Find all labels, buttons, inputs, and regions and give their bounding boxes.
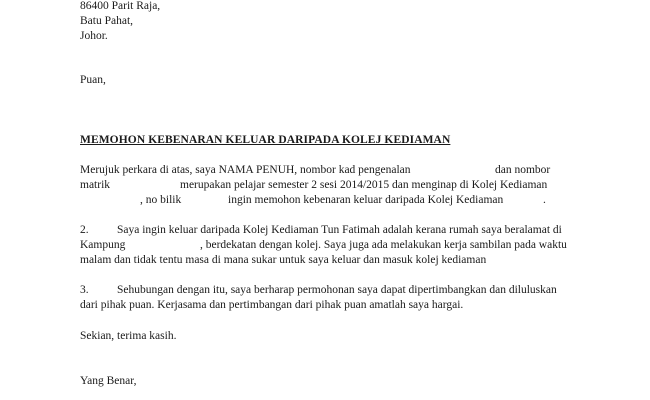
para1-line2-start: matrik <box>80 179 111 191</box>
signoff: Yang Benar, <box>80 375 137 387</box>
para1-line2-end: merupakan pelajar semester 2 sesi 2014/2015 dan menginap di Kolej Kediaman <box>180 179 548 191</box>
para1-line3-start: , no bilik <box>140 194 182 206</box>
letter-subject: MEMOHON KEBENARAN KELUAR DARIPADA KOLEJ KEDIAMAN <box>80 134 451 146</box>
address-line-1: 86400 Parit Raja, <box>80 0 161 12</box>
closing: Sekian, terima kasih. <box>80 330 177 342</box>
para2-number: 2. <box>80 224 89 236</box>
para1-line3-end: . <box>543 194 546 206</box>
para3-number: 3. <box>80 284 89 296</box>
para1-line1 <box>80 163 411 178</box>
para3-line2: dari pihak puan. Kerjasama dan pertimbangan dari pihak puan amatlah saya hargai. <box>80 299 464 311</box>
para1-line3-mid: ingin memohon kebenaran keluar daripada Kolej Kediaman <box>228 194 504 206</box>
para2-line3: malam dan tidak tentu masa di mana sukar untuk saya keluar dan masuk kolej kediaman <box>80 254 487 266</box>
para2-line1: Saya ingin keluar daripada Kolej Kediaman Tun Fatimah adalah kerana rumah saya beralamat di <box>117 224 562 236</box>
salutation: Puan, <box>80 74 106 86</box>
para2-line2-start: Kampung <box>80 239 126 251</box>
para1-line1-end: dan nombor <box>495 164 551 176</box>
address-line-3: Johor. <box>80 30 108 42</box>
para2-line2-end: , berdekatan dengan kolej. Saya juga ada melakukan kerja sambilan pada waktu <box>200 239 567 251</box>
para3-line1: Sehubungan dengan itu, saya berharap permohonan saya dapat dipertimbangkan dan diluluskan <box>117 284 557 296</box>
para1-text-a: Merujuk perkara di atas, saya NAMA PENUH, nombor kad pengenalan <box>80 164 411 176</box>
address-line-2: Batu Pahat, <box>80 15 134 27</box>
